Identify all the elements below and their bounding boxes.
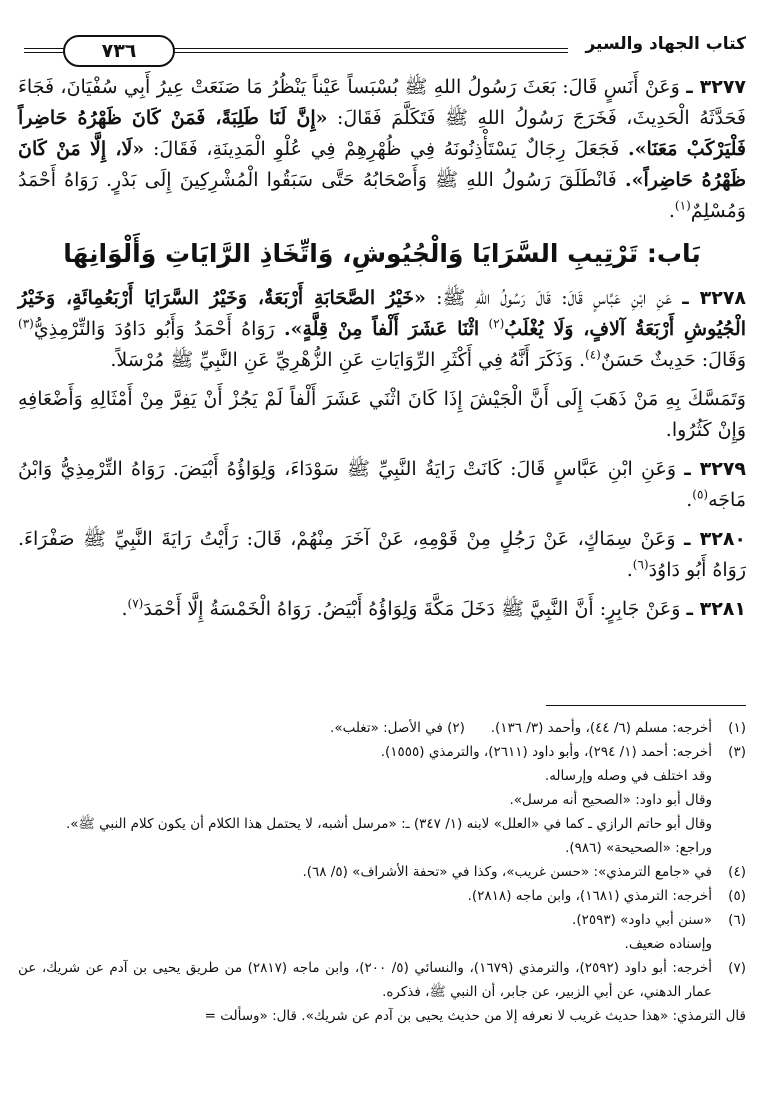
hadith-3280 (18, 524, 746, 586)
chapter-title: بَاب: تَرْتِيبِ السَّرَايَا وَالْجُيُوشِ، وَاتِّخَاذِ الرَّايَاتِ وَأَلْوَانِهَا (63, 239, 701, 268)
footnotes (18, 716, 746, 1028)
footnote-3-line: وقال أبو حاتم الرازي ـ كما في «العلل» لابنه (١/ ٣٤٧) ـ: «مرسل أشبه، لا يحتمل هذا الكلام أن يكون كلام النبي ﷺ». (65, 816, 712, 832)
page-number: ٧٣٦ (63, 35, 175, 67)
footnote-number: (٣) (728, 744, 746, 760)
footnote-3-line: وقد اختلف في وصله وإرساله. (544, 768, 712, 784)
prophet-quote: اثْنَا عَشَرَ أَلْفاً مِنْ قِلَّةٍ». (283, 318, 480, 340)
book-title: كتاب الجهاد والسير (585, 34, 746, 54)
footnote-ref: (٥) (692, 487, 709, 502)
hadith-number: ٣٢٧٩ ـ (684, 458, 747, 480)
hadith-number: ٣٢٨١ ـ (686, 598, 746, 620)
footnote-text: أخرجه: الترمذي (١٦٨١)، وابن ماجه (٢٨١٨). (467, 888, 712, 904)
footnote-ref: (٦) (632, 557, 649, 572)
hadith-number: ٣٢٧٨ ـ (682, 287, 747, 309)
prophet-quote: «لَا، إِلَّا مَنْ كَانَ ظَهْرُهُ حَاضِراً». (18, 138, 746, 191)
footnote-1-text: أخرجه: مسلم (٦/ ٤٤)، وأحمد (٣/ ١٣٦). (490, 720, 712, 736)
footnote-4 (18, 860, 746, 884)
hadith-3278 (18, 283, 746, 376)
footnote-3-line: وراجع: «الصحيحة» (٩٨٦). (565, 840, 712, 856)
footnote-1-2 (18, 716, 746, 740)
prophet-quote: «إِنَّ لَنَا طَلِبَةً، فَمَنْ كَانَ ظَهْرُهُ حَاضِراً فَلْيَرْكَبْ مَعَنَا». (18, 107, 746, 160)
footnote-number: (٦) (728, 912, 746, 928)
hadith-text: وَعَنْ سِمَاكٍ، عَنْ رَجُلٍ مِنْ قَوْمِهِ، عَنْ آخَرَ مِنْهُمْ، قَالَ: رَأَيْتُ رَايَةَ النَّبِيِّ ﷺ صَفْرَاءَ. رَوَاهُ أَبُو دَاوُدَ (18, 528, 746, 581)
footnote-text: أخرجه: أبو داود (٢٥٩٢)، والترمذي (١٦٧٩)، والنسائي (٥/ ٢٠٠)، وابن ماجه (٢٨١٧) من طريق يحيى بن آدم عن شريك، عن عمار الدهني، عن أبي الزبير، عن جابر، أن النبي ﷺ، فذكره. (18, 960, 713, 1000)
footnote-separator (546, 705, 746, 706)
prophet-quote: «خَيْرُ الصَّحَابَةِ أَرْبَعَةٌ، وَخَيْرُ السَّرَايَا أَرْبَعُمِائَةٍ، وَخَيْرُ الْجُيُوشِ أَرْبَعَةُ آلافٍ، وَلَا يُغْلَبُ (18, 287, 747, 340)
footnote-7-line: قال الترمذي: «هذا حديث غريب لا نعرفه إلا من حديث يحيى بن آدم عن شريك». قال: «وسألت = (204, 1008, 746, 1024)
footnote-6-line: وإسناده ضعيف. (624, 936, 712, 952)
footnote-ref: (٢) (488, 316, 505, 331)
hadith-text: وَعَنِ ابْنِ عَبَّاسٍ قَالَ: كَانَتْ رَايَةُ النَّبِيِّ ﷺ سَوْدَاءَ، وَلِوَاؤُهُ أَبْيَضَ. رَوَاهُ التِّرْمِذِيُّ وَابْنُ مَاجَه (18, 458, 746, 511)
footnote-3-line: وقال أبو داود: «الصحيح أنه مرسل». (509, 792, 712, 808)
footnote-7 (18, 956, 746, 1004)
footnote-ref: (١) (674, 198, 691, 213)
footnote-5 (18, 884, 746, 908)
hadith-end: . (626, 559, 633, 581)
hadith-text: . وَذَكَرَ أَنَّهُ فِي أَكْثَرِ الرِّوَايَاتِ عَنِ الزُّهْرِيِّ عَنِ النَّبِيِّ ﷺ مُرْسَلاً. (110, 349, 586, 371)
commentary: وَتَمَسَّكَ بِهِ مَنْ ذَهَبَ إِلَى أَنَّ الْجَيْشَ إِذَا كَانَ اثْنَي عَشَرَ أَلْفاً لَمْ يَجُزْ أَنْ يَفِرَّ مِنْ أَمْثَالِهِ وَأَضْعَافِهِ وَإِنْ كَثُرُوا. (18, 388, 746, 441)
hadith-3277 (18, 72, 746, 227)
page-header (18, 32, 746, 72)
hadith-text: فَانْطَلَقَ رَسُولُ اللهِ ﷺ وَأَصْحَابُهُ حَتَّى سَبَقُوا الْمُشْرِكِينَ إِلَى بَدْرٍ. رَوَاهُ أَحْمَدُ وَمُسْلِمٌ (18, 169, 746, 222)
footnote-text: «سنن أبي داود» (٢٥٩٣). (572, 912, 712, 928)
footnote-ref: (٤) (585, 347, 601, 362)
footnote-2-number: (٢) (447, 720, 465, 736)
footnote-number: (٤) (728, 864, 746, 880)
footnote-ref: (٧) (127, 596, 144, 611)
hadith-text: عَنِ ابْنِ عَبَّاسٍ قَالَ: قَالَ رَسُولُ اللهِ ﷺ: (436, 287, 672, 309)
footnote-number: (٧) (728, 960, 746, 976)
hadith-3281 (18, 594, 746, 625)
hadith-end: . (121, 598, 128, 620)
main-text (18, 72, 746, 633)
hadith-end: . (686, 489, 693, 511)
footnote-ref: (٣) (18, 316, 34, 331)
footnote-text: أخرجه: أحمد (١/ ٢٩٤)، وأبو داود (٢٦١١)، والترمذي (١٥٥٥). (380, 744, 712, 760)
footnote-number: (١) (728, 720, 746, 736)
hadith-text: وَعَنْ أَنَسٍ قَالَ: بَعَثَ رَسُولُ اللهِ ﷺ بُسْبَساً عَيْناً يَنْظُرُ مَا صَنَعَتْ عِيرُ أَبِي سُفْيَانَ، فَجَاءَ فَحَدَّثَهُ الْحَدِيثَ، فَخَرَجَ رَسُولُ اللهِ ﷺ فَتَكَلَّمَ فَقَالَ: (18, 76, 746, 129)
hadith-number: ٣٢٧٧ ـ (686, 76, 747, 98)
hadith-text: وَقَالَ: حَدِيثٌ حَسَنٌ (600, 349, 746, 371)
footnote-number: (٥) (728, 888, 746, 904)
hadith-end: . (668, 200, 675, 222)
footnote-6 (18, 908, 746, 932)
footnote-3 (18, 740, 746, 764)
hadith-text: وَعَنْ جَابِرٍ: أَنَّ النَّبِيَّ ﷺ دَخَلَ مَكَّةَ وَلِوَاؤُهُ أَبْيَضُ. رَوَاهُ الْخَمْسَةُ إِلَّا أَحْمَدَ (143, 598, 681, 620)
footnote-text: في «جامع الترمذي»: «حسن غريب»، وكذا في «تحفة الأشراف» (٥/ ٦٨). (302, 864, 712, 880)
footnote-2-text: في الأصل: «تغلب». (330, 720, 443, 736)
footnote-text (18, 716, 712, 740)
hadith-number: ٣٢٨٠ ـ (684, 528, 747, 550)
hadith-text: رَوَاهُ أَحْمَدُ وَأَبُو دَاوُدَ وَالتِّرْمِذِيُّ (33, 318, 275, 340)
hadith-3279 (18, 454, 746, 516)
hadith-text: فَجَعَلَ رِجَالٌ يَسْتَأْذِنُونَهُ فِي ظُهْرِهِمْ فِي عُلْوِ الْمَدِينَةِ، فَقَالَ: (153, 138, 620, 160)
book-page (18, 0, 746, 1102)
